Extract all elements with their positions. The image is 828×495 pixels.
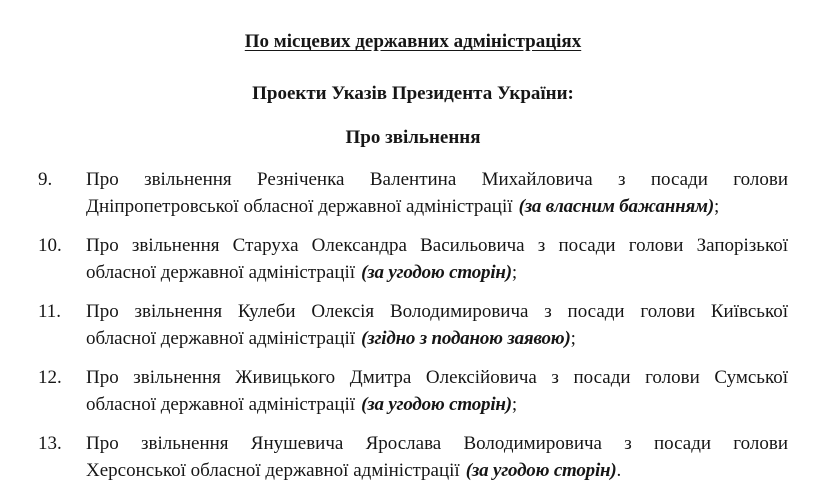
item-line2 (86, 259, 788, 286)
item-number: 12. (38, 367, 62, 388)
item-text (86, 232, 788, 286)
list-item (38, 298, 788, 352)
item-line1: Про звільнення Живицького Дмитра Олексійовича з посади голови Сумської (86, 367, 788, 388)
item-text (86, 364, 788, 418)
item-line2-main: Херсонської обласної державної адміністрації (86, 460, 460, 481)
item-number: 10. (38, 235, 62, 256)
list-item (38, 364, 788, 418)
item-note: (за угодою сторін) (465, 460, 617, 481)
item-line2-main: Дніпропетровської обласної державної адміністрації (86, 196, 513, 217)
item-line1: Про звільнення Янушевича Ярослава Володимировича з посади голови (86, 433, 788, 454)
item-line2-main: обласної державної адміністрації (86, 262, 356, 283)
item-line1: Про звільнення Кулеби Олексія Володимировича з посади голови Київської (86, 301, 788, 322)
list-item (38, 430, 788, 484)
item-line2-main: обласної державної адміністрації (86, 328, 356, 349)
item-note: (за власним бажанням) (518, 196, 714, 217)
list-item (38, 166, 788, 220)
item-punctuation: ; (511, 394, 518, 415)
section-heading: Про звільнення (345, 127, 481, 148)
decree-list (38, 166, 788, 484)
item-line1: Про звільнення Старуха Олександра Васильовича з посади голови Запорізької (86, 235, 788, 256)
item-line2 (86, 325, 788, 352)
list-item (38, 232, 788, 286)
item-punctuation: . (616, 460, 622, 481)
item-punctuation: ; (511, 262, 518, 283)
item-line2 (86, 457, 788, 484)
document-title (38, 30, 788, 54)
item-line2 (86, 193, 788, 220)
item-note: (за угодою сторін) (361, 262, 512, 283)
item-punctuation: ; (714, 196, 720, 217)
item-line2 (86, 391, 788, 418)
item-text (86, 166, 788, 220)
item-number: 13. (38, 433, 62, 454)
item-punctuation: ; (570, 328, 576, 349)
document-title-text: По місцевих державних адміністраціях (244, 31, 582, 52)
item-text (86, 298, 788, 352)
item-number: 11. (38, 301, 62, 322)
document-subtitle: Проекти Указів Президента України: (252, 83, 574, 104)
item-line1: Про звільнення Резніченка Валентина Михайловича з посади голови (86, 169, 788, 190)
item-line2-main: обласної державної адміністрації (86, 394, 356, 415)
item-text (86, 430, 788, 484)
item-number: 9. (38, 169, 53, 190)
item-note: (згідно з поданою заявою) (361, 328, 571, 349)
item-note: (за угодою сторін) (361, 394, 512, 415)
